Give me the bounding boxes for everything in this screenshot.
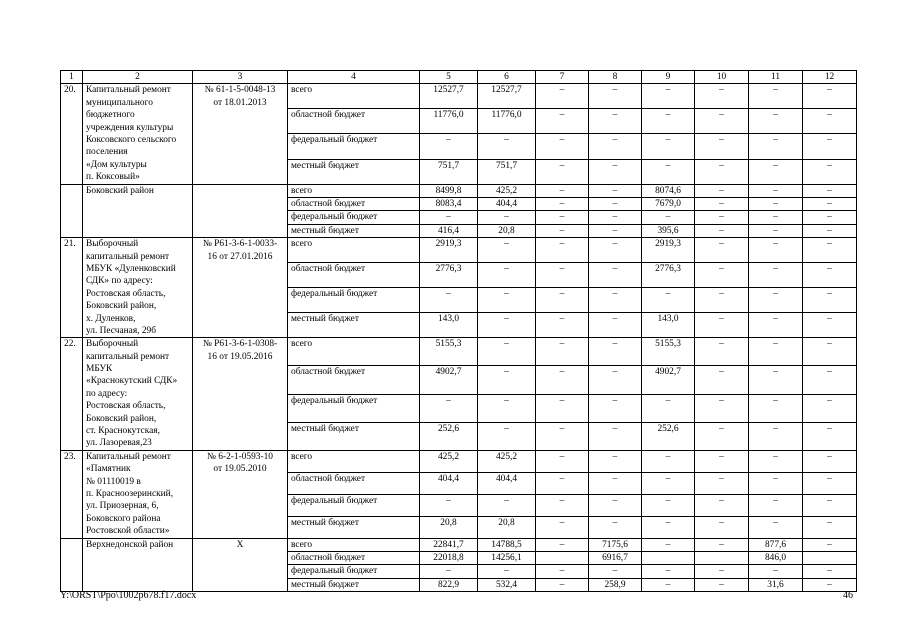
table-row (61, 338, 857, 366)
object-name-line: № 01110019 в (86, 476, 141, 487)
amount-cell: – (589, 394, 642, 422)
amount-cell: – (803, 494, 857, 516)
amount-cell: – (803, 472, 857, 494)
amount-cell: – (589, 184, 642, 197)
amount-cell: – (536, 109, 589, 134)
document-ref (193, 184, 288, 238)
amount-cell: – (478, 238, 536, 263)
object-name-line: МБУК (86, 364, 113, 375)
amount-cell: – (695, 366, 749, 394)
document-ref (193, 238, 288, 338)
footer-page-number: 46 (843, 590, 853, 601)
amount-cell: 12527,7 (420, 84, 478, 109)
amount-cell: – (536, 394, 589, 422)
amount-cell: – (478, 263, 536, 288)
amount-cell: – (749, 159, 803, 184)
amount-cell: – (642, 538, 695, 551)
amount-cell: – (803, 159, 857, 184)
document-ref-line: 16 от 19.05.2016 (207, 351, 273, 362)
object-name-line: Капитальный ремонт (86, 85, 171, 96)
document-ref (193, 538, 288, 592)
amount-cell: – (803, 422, 857, 450)
amount-cell: – (478, 134, 536, 159)
amount-cell: 822,9 (420, 578, 478, 591)
object-name-line: «Краснокутский СДК» (86, 376, 178, 387)
amount-cell: 31,6 (749, 578, 803, 591)
amount-cell: 532,4 (478, 578, 536, 591)
amount-cell: – (695, 263, 749, 288)
object-name-line: ст. Краснокутская, (86, 426, 160, 437)
table-row (61, 84, 857, 109)
amount-cell: – (749, 472, 803, 494)
amount-cell: – (589, 565, 642, 578)
amount-cell: – (536, 238, 589, 263)
amount-cell: – (536, 422, 589, 450)
document-ref (193, 450, 288, 538)
amount-cell: – (478, 394, 536, 422)
amount-cell: – (695, 211, 749, 224)
object-name-line: МБУК «Дуленковский (86, 263, 176, 274)
amount-cell: – (589, 238, 642, 263)
footer-file-path: Y:\ORST\Ppo\1002p678.f17.docx (60, 590, 197, 601)
amount-cell: – (589, 263, 642, 288)
document-ref-line: Х (236, 539, 244, 550)
amount-cell: – (536, 494, 589, 516)
amount-cell: – (589, 472, 642, 494)
column-number: 6 (478, 71, 536, 84)
amount-cell: – (749, 338, 803, 366)
funding-source: местный бюджет (288, 516, 420, 538)
object-name-line: Боковского района (86, 513, 161, 524)
header-row (61, 71, 857, 84)
amount-cell: – (749, 565, 803, 578)
row-number (61, 184, 83, 238)
object-name-line: Верхнедонской район (86, 539, 174, 550)
amount-cell: – (749, 394, 803, 422)
funding-source: федеральный бюджет (288, 565, 420, 578)
amount-cell: 751,7 (420, 159, 478, 184)
amount-cell: – (803, 366, 857, 394)
amount-cell: – (803, 184, 857, 197)
object-name (83, 184, 193, 238)
amount-cell: – (589, 516, 642, 538)
amount-cell: – (803, 516, 857, 538)
funding-source: всего (288, 338, 420, 366)
amount-cell: 425,2 (420, 450, 478, 472)
column-number: 9 (642, 71, 695, 84)
object-name-line: Боковский район, (86, 413, 157, 424)
amount-cell: – (803, 211, 857, 224)
amount-cell: 252,6 (420, 422, 478, 450)
amount-cell: – (642, 159, 695, 184)
amount-cell: 258,9 (589, 578, 642, 591)
amount-cell: 2776,3 (642, 263, 695, 288)
amount-cell: – (695, 197, 749, 210)
funding-source: областной бюджет (288, 366, 420, 394)
row-number: 22. (61, 338, 83, 451)
amount-cell: – (536, 313, 589, 338)
amount-cell: – (803, 538, 857, 551)
object-name-line: муниципального (86, 97, 153, 108)
amount-cell: – (695, 134, 749, 159)
amount-cell: 252,6 (642, 422, 695, 450)
amount-cell: – (695, 422, 749, 450)
amount-cell: – (803, 578, 857, 591)
amount-cell: 4902,7 (642, 366, 695, 394)
amount-cell: – (749, 288, 803, 313)
document-ref-line: от 18.01.2013 (213, 97, 267, 108)
amount-cell: – (420, 394, 478, 422)
amount-cell: – (589, 211, 642, 224)
amount-cell: – (589, 338, 642, 366)
amount-cell: – (536, 159, 589, 184)
amount-cell: – (749, 313, 803, 338)
amount-cell: – (536, 565, 589, 578)
object-name-line: «Памятник (86, 464, 131, 475)
amount-cell: – (803, 450, 857, 472)
amount-cell: 751,7 (478, 159, 536, 184)
funding-source: федеральный бюджет (288, 134, 420, 159)
amount-cell: 8083,4 (420, 197, 478, 210)
amount-cell: – (803, 84, 857, 109)
amount-cell: 404,4 (478, 472, 536, 494)
funding-source: федеральный бюджет (288, 211, 420, 224)
amount-cell: – (749, 366, 803, 394)
amount-cell: 4902,7 (420, 366, 478, 394)
amount-cell (695, 551, 749, 564)
amount-cell: – (420, 494, 478, 516)
amount-cell: – (695, 565, 749, 578)
amount-cell: – (749, 422, 803, 450)
amount-cell: – (642, 288, 695, 313)
object-name-line: капитальный ремонт (86, 251, 170, 262)
amount-cell: – (695, 538, 749, 551)
amount-cell: – (695, 578, 749, 591)
object-name-line: учреждения культуры (86, 122, 174, 133)
row-number: 21. (61, 238, 83, 338)
amount-cell: – (536, 288, 589, 313)
amount-cell: – (695, 450, 749, 472)
table-row (61, 184, 857, 197)
amount-cell: – (589, 224, 642, 237)
object-name-line: Боковский район (86, 185, 154, 196)
amount-cell: – (536, 450, 589, 472)
amount-cell: – (803, 263, 857, 288)
document-ref-line: № 6-2-1-0593-10 (207, 451, 273, 462)
amount-cell: – (536, 84, 589, 109)
amount-cell: 20,8 (420, 516, 478, 538)
amount-cell: 143,0 (642, 313, 695, 338)
amount-cell: – (695, 338, 749, 366)
amount-cell: – (642, 565, 695, 578)
amount-cell: – (589, 134, 642, 159)
object-name-line: п. Красноозеринский, (86, 488, 174, 499)
amount-cell: 12527,7 (478, 84, 536, 109)
amount-cell: 416,4 (420, 224, 478, 237)
amount-cell: – (589, 450, 642, 472)
amount-cell: 877,6 (749, 538, 803, 551)
object-name-line: бюджетного (86, 110, 135, 121)
document-ref-line: № Р61-3-6-1-0308- (202, 339, 278, 350)
amount-cell: – (803, 288, 857, 313)
column-number: 12 (803, 71, 857, 84)
row-number: 23. (61, 450, 83, 538)
document-ref-line: 16 от 27.01.2016 (207, 251, 273, 262)
column-number: 4 (288, 71, 420, 84)
funding-source: всего (288, 450, 420, 472)
amount-cell: – (642, 516, 695, 538)
amount-cell: – (536, 538, 589, 551)
amount-cell: 11776,0 (420, 109, 478, 134)
amount-cell: – (695, 516, 749, 538)
amount-cell: 2919,3 (642, 238, 695, 263)
object-name-line: СДК» по адресу: (86, 276, 153, 287)
column-number: 11 (749, 71, 803, 84)
amount-cell: – (695, 84, 749, 109)
object-name-line: поселения (86, 147, 128, 158)
funding-source: местный бюджет (288, 313, 420, 338)
document-ref (193, 338, 288, 451)
object-name (83, 450, 193, 538)
amount-cell: – (536, 184, 589, 197)
amount-cell: 7175,6 (589, 538, 642, 551)
amount-cell: 7679,0 (642, 197, 695, 210)
funding-source: областной бюджет (288, 551, 420, 564)
amount-cell: 395,6 (642, 224, 695, 237)
amount-cell: – (803, 238, 857, 263)
amount-cell: 425,2 (478, 184, 536, 197)
amount-cell: 14788,5 (478, 538, 536, 551)
funding-source: местный бюджет (288, 224, 420, 237)
amount-cell: – (478, 211, 536, 224)
amount-cell: – (536, 197, 589, 210)
amount-cell: – (642, 394, 695, 422)
amount-cell: – (749, 84, 803, 109)
funding-source: местный бюджет (288, 159, 420, 184)
amount-cell: – (589, 109, 642, 134)
amount-cell: – (536, 516, 589, 538)
amount-cell: – (749, 184, 803, 197)
amount-cell: – (589, 159, 642, 184)
object-name (83, 238, 193, 338)
amount-cell: 404,4 (478, 197, 536, 210)
amount-cell (803, 551, 857, 564)
amount-cell (642, 551, 695, 564)
amount-cell: – (589, 366, 642, 394)
funding-source: областной бюджет (288, 197, 420, 210)
column-number: 7 (536, 71, 589, 84)
amount-cell: – (695, 394, 749, 422)
amount-cell: – (589, 422, 642, 450)
amount-cell: – (589, 288, 642, 313)
amount-cell: – (642, 211, 695, 224)
funding-source: всего (288, 538, 420, 551)
amount-cell: – (478, 313, 536, 338)
funding-source: областной бюджет (288, 472, 420, 494)
amount-cell: – (803, 565, 857, 578)
amount-cell: – (642, 84, 695, 109)
amount-cell: – (589, 494, 642, 516)
amount-cell: 2776,3 (420, 263, 478, 288)
amount-cell: – (642, 109, 695, 134)
budget-table (60, 70, 857, 592)
amount-cell: 846,0 (749, 551, 803, 564)
amount-cell: – (803, 338, 857, 366)
amount-cell: – (478, 422, 536, 450)
row-number (61, 538, 83, 592)
funding-source: областной бюджет (288, 263, 420, 288)
column-number: 5 (420, 71, 478, 84)
object-name-line: ул. Лазоревая,23 (86, 438, 152, 449)
amount-cell: 404,4 (420, 472, 478, 494)
amount-cell: – (749, 224, 803, 237)
amount-cell: 20,8 (478, 224, 536, 237)
amount-cell: 143,0 (420, 313, 478, 338)
amount-cell: – (642, 494, 695, 516)
amount-cell: – (642, 134, 695, 159)
object-name (83, 338, 193, 451)
amount-cell: 2919,3 (420, 238, 478, 263)
amount-cell: – (749, 134, 803, 159)
amount-cell: – (536, 134, 589, 159)
object-name-line: капитальный ремонт (86, 351, 170, 362)
amount-cell: – (803, 109, 857, 134)
amount-cell: – (536, 366, 589, 394)
amount-cell: 6916,7 (589, 551, 642, 564)
amount-cell: – (695, 313, 749, 338)
document-ref-line: от 19.05.2010 (213, 464, 267, 475)
amount-cell: 11776,0 (478, 109, 536, 134)
amount-cell: – (803, 197, 857, 210)
amount-cell: – (749, 197, 803, 210)
amount-cell: – (749, 109, 803, 134)
object-name-line: ул. Песчаная, 29б (86, 325, 156, 336)
amount-cell: – (589, 313, 642, 338)
amount-cell: 22841,7 (420, 538, 478, 551)
amount-cell: – (478, 565, 536, 578)
amount-cell: – (536, 263, 589, 288)
amount-cell: – (803, 313, 857, 338)
object-name (83, 84, 193, 184)
amount-cell: – (478, 366, 536, 394)
object-name-line: п. Коксовый» (86, 172, 140, 183)
column-number: 2 (83, 71, 193, 84)
amount-cell: – (749, 238, 803, 263)
column-number: 3 (193, 71, 288, 84)
amount-cell: – (695, 109, 749, 134)
funding-source: областной бюджет (288, 109, 420, 134)
object-name-line: Ростовская область, (86, 401, 166, 412)
amount-cell: 8074,6 (642, 184, 695, 197)
object-name-line: Коксовского сельского (86, 134, 177, 145)
object-name-line: Ростовской области» (86, 526, 170, 537)
amount-cell: – (536, 338, 589, 366)
amount-cell: – (749, 211, 803, 224)
amount-cell: – (536, 472, 589, 494)
amount-cell: – (420, 288, 478, 313)
amount-cell: – (695, 472, 749, 494)
amount-cell: 425,2 (478, 450, 536, 472)
amount-cell: – (695, 494, 749, 516)
amount-cell: 20,8 (478, 516, 536, 538)
amount-cell: – (642, 578, 695, 591)
amount-cell: – (749, 263, 803, 288)
amount-cell: – (695, 184, 749, 197)
amount-cell (536, 551, 589, 564)
amount-cell: – (695, 224, 749, 237)
column-number: 10 (695, 71, 749, 84)
funding-source: всего (288, 238, 420, 263)
table-row (61, 238, 857, 263)
funding-source: федеральный бюджет (288, 494, 420, 516)
amount-cell: – (695, 288, 749, 313)
document-ref-line: № Р61-3-6-1-0033- (202, 239, 278, 250)
amount-cell: – (642, 450, 695, 472)
amount-cell: – (589, 84, 642, 109)
amount-cell: – (803, 394, 857, 422)
object-name-line: Выборочный (86, 239, 139, 250)
funding-source: всего (288, 84, 420, 109)
amount-cell: – (749, 450, 803, 472)
object-name-line: Ростовская область, (86, 288, 166, 299)
amount-cell: 14256,1 (478, 551, 536, 564)
object-name-line: ул. Приозерная, 6, (86, 501, 159, 512)
funding-source: федеральный бюджет (288, 394, 420, 422)
funding-source: местный бюджет (288, 578, 420, 591)
column-number: 8 (589, 71, 642, 84)
object-name-line: по адресу: (86, 388, 128, 399)
amount-cell: – (642, 472, 695, 494)
amount-cell: – (536, 224, 589, 237)
amount-cell: – (695, 238, 749, 263)
amount-cell: 5155,3 (642, 338, 695, 366)
amount-cell: 22018,8 (420, 551, 478, 564)
table-row (61, 450, 857, 472)
amount-cell: – (589, 197, 642, 210)
amount-cell: – (749, 494, 803, 516)
funding-source: местный бюджет (288, 422, 420, 450)
document-ref (193, 84, 288, 184)
amount-cell: – (536, 578, 589, 591)
amount-cell: – (420, 211, 478, 224)
object-name-line: «Дом культуры (86, 159, 147, 170)
amount-cell: – (749, 516, 803, 538)
funding-source: всего (288, 184, 420, 197)
amount-cell: 5155,3 (420, 338, 478, 366)
amount-cell: – (478, 338, 536, 366)
amount-cell: – (478, 288, 536, 313)
amount-cell: – (803, 224, 857, 237)
object-name-line: Боковский район, (86, 301, 157, 312)
amount-cell: 8499,8 (420, 184, 478, 197)
document-ref-line: № 61-1-5-0048-13 (204, 85, 276, 96)
funding-source: федеральный бюджет (288, 288, 420, 313)
column-number: 1 (61, 71, 83, 84)
object-name (83, 538, 193, 592)
amount-cell: – (695, 159, 749, 184)
amount-cell: – (420, 565, 478, 578)
table-row (61, 538, 857, 551)
amount-cell: – (478, 494, 536, 516)
amount-cell: – (803, 134, 857, 159)
row-number: 20. (61, 84, 83, 184)
amount-cell: – (420, 134, 478, 159)
object-name-line: Капитальный ремонт (86, 451, 171, 462)
object-name-line: х. Дуленков, (86, 313, 136, 324)
object-name-line: Выборочный (86, 339, 139, 350)
amount-cell: – (536, 211, 589, 224)
